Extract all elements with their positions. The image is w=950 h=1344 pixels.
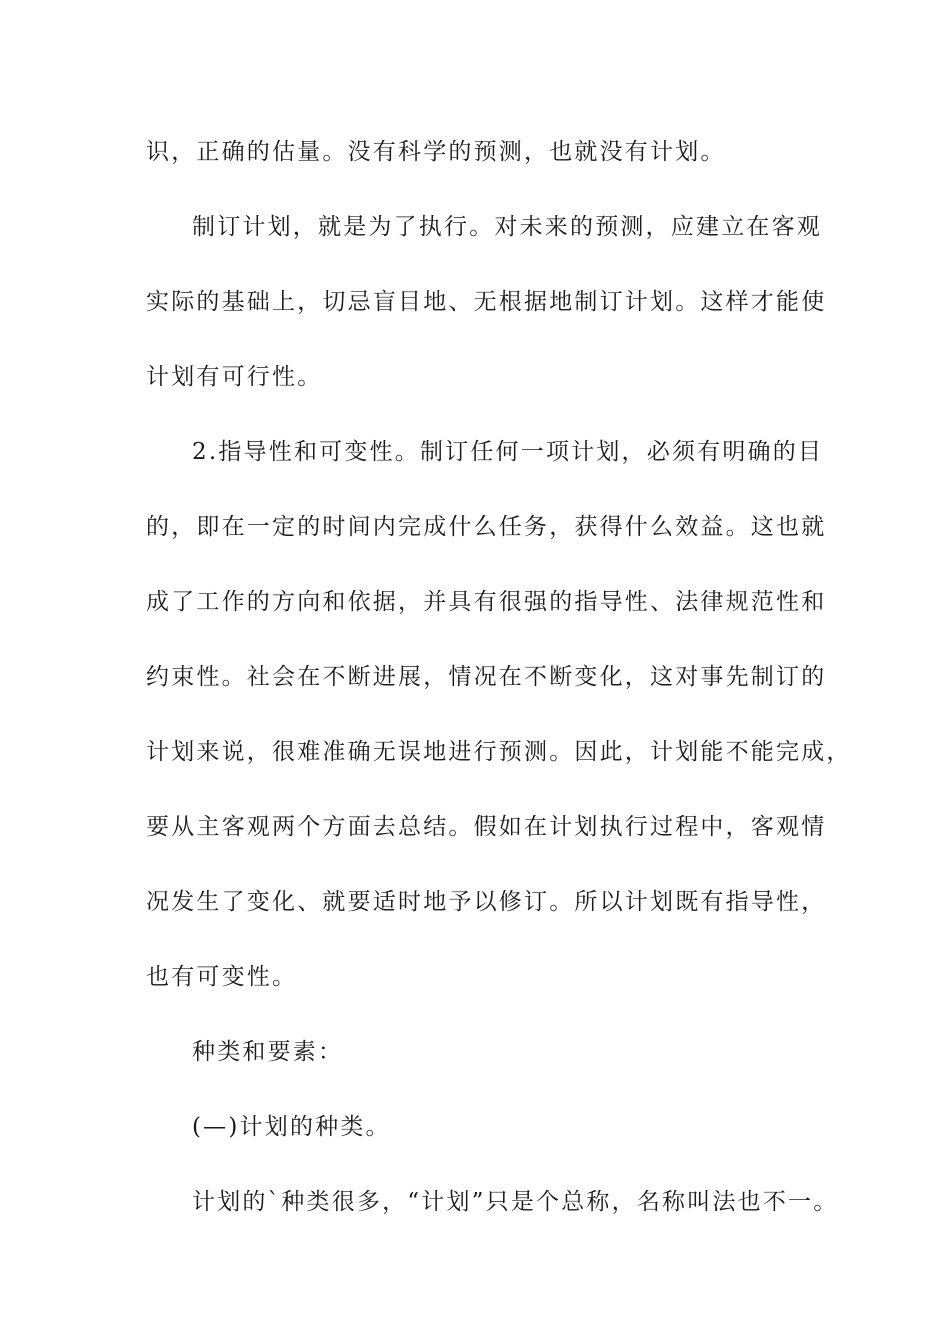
text-line: 也有可变性。 — [146, 964, 298, 990]
text-line: 识，正确的估量。没有科学的预测，也就没有计划。 — [146, 139, 726, 165]
paragraph-first-line: 计划的`种类很多，“计划”只是个总称，名称叫法也不一。 — [192, 1189, 839, 1215]
section-heading: 种类和要素： — [192, 1039, 344, 1065]
text-line: 的，即在一定的时间内完成什么任务，获得什么效益。这也就 — [146, 514, 827, 540]
text-line: 成了工作的方向和依据，并具有很强的指导性、法律规范性和 — [146, 589, 827, 615]
text-line: 计划有可行性。 — [146, 364, 323, 390]
text-line: 计划来说，很难准确无误地进行预测。因此，计划能不能完成， — [146, 739, 852, 765]
subsection-heading: (—)计划的种类。 — [192, 1114, 391, 1140]
text-line: 要从主客观两个方面去总结。假如在计划执行过程中，客观情 — [146, 814, 827, 840]
paragraph-first-line: 制订计划，就是为了执行。对未来的预测，应建立在客观 — [192, 214, 822, 240]
text-line: 实际的基础上，切忌盲目地、无根据地制订计划。这样才能使 — [146, 289, 827, 315]
text-line: 况发生了变化、就要适时地予以修订。所以计划既有指导性， — [146, 889, 827, 915]
text-line: 约束性。社会在不断进展，情况在不断变化，这对事先制订的 — [146, 664, 827, 690]
paragraph-first-line: 2.指导性和可变性。制订任何一项计划，必须有明确的目 — [192, 439, 824, 465]
